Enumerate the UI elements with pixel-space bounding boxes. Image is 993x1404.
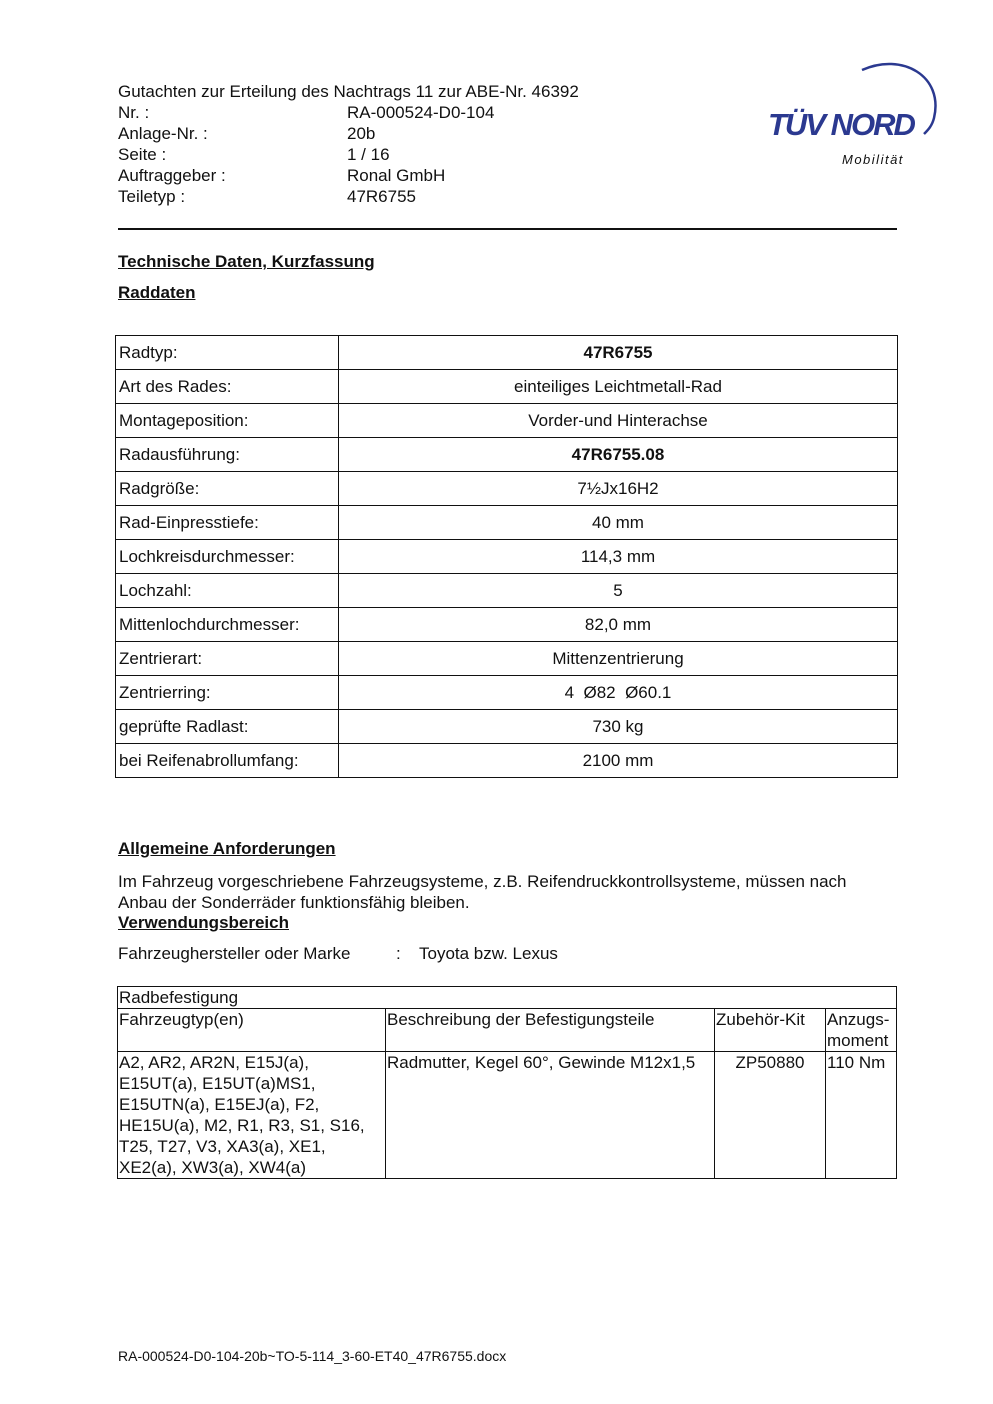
- table-row: [116, 744, 898, 778]
- meta-row: [118, 186, 494, 207]
- verwendung-label: Fahrzeughersteller oder Marke: [118, 944, 351, 963]
- meta-value: 1 / 16: [347, 145, 390, 164]
- meta-value: 47R6755: [347, 187, 417, 206]
- row-label: Zentrierart:: [116, 642, 339, 676]
- row-label: Zentrierring:: [116, 676, 339, 710]
- meta-value: RA-000524-D0-104: [347, 103, 495, 122]
- table-row: [116, 676, 898, 710]
- row-label: Radausführung:: [116, 438, 339, 472]
- column-header: Fahrzeugtyp(en): [118, 1009, 386, 1052]
- verwendung-value: Toyota bzw. Lexus: [419, 944, 558, 963]
- section-heading-raddaten: Raddaten: [118, 283, 196, 302]
- row-value: Vorder-und Hinterachse: [339, 404, 898, 438]
- row-label: Montageposition:: [116, 404, 339, 438]
- meta-row: [118, 102, 494, 123]
- meta-row: [118, 165, 494, 186]
- anzugsmoment-cell: 110 Nm: [826, 1052, 897, 1179]
- row-value: 2100 mm: [339, 744, 898, 778]
- row-label: Lochkreisdurchmesser:: [116, 540, 339, 574]
- radbefestigung-table: [117, 986, 897, 1179]
- meta-value: Ronal GmbH: [347, 166, 446, 185]
- footer-filename: RA-000524-D0-104-20b~TO-5-114_3-60-ET40_47R6755.docx: [118, 1348, 507, 1364]
- row-value: 7½Jx16H2: [339, 472, 898, 506]
- table-row: [116, 472, 898, 506]
- row-value: 47R6755.08: [339, 438, 898, 472]
- meta-row: [118, 144, 494, 165]
- section-heading-allgemein: Allgemeine Anforderungen: [118, 839, 336, 858]
- row-value: 730 kg: [339, 710, 898, 744]
- row-label: Mittenlochdurchmesser:: [116, 608, 339, 642]
- table-header-row: [118, 1009, 897, 1052]
- meta-value: 20b: [347, 124, 376, 143]
- meta-label: Nr. :: [118, 103, 150, 122]
- table-row: [116, 642, 898, 676]
- logo-brand-text: TÜV NORD: [768, 107, 914, 142]
- table-row: [116, 710, 898, 744]
- section-heading-tech: Technische Daten, Kurzfassung: [118, 252, 375, 271]
- report-meta: [118, 102, 494, 207]
- column-header: Anzugs-moment: [826, 1009, 897, 1052]
- table-row: [116, 438, 898, 472]
- section-heading-verwendung: Verwendungsbereich: [118, 913, 289, 932]
- verwendung-line: [118, 943, 558, 964]
- row-value: 82,0 mm: [339, 608, 898, 642]
- column-header: Zubehör-Kit: [715, 1009, 826, 1052]
- row-label: geprüfte Radlast:: [116, 710, 339, 744]
- meta-label: Seite :: [118, 145, 167, 164]
- meta-label: Auftraggeber :: [118, 166, 226, 185]
- table-row: [116, 608, 898, 642]
- table-row: [118, 1052, 897, 1179]
- row-value: einteiliges Leichtmetall-Rad: [339, 370, 898, 404]
- beschreibung-cell: Radmutter, Kegel 60°, Gewinde M12x1,5: [386, 1052, 715, 1179]
- column-header: Beschreibung der Befestigungsteile: [386, 1009, 715, 1052]
- tuev-nord-logo: [762, 56, 942, 176]
- table-row: [116, 540, 898, 574]
- row-value: Mittenzentrierung: [339, 642, 898, 676]
- meta-row: [118, 123, 494, 144]
- header-divider: [118, 228, 897, 230]
- row-label: bei Reifenabrollumfang:: [116, 744, 339, 778]
- row-value: 47R6755: [339, 336, 898, 370]
- row-value: 5: [339, 574, 898, 608]
- fahrzeugtypen-cell: A2, AR2, AR2N, E15J(a), E15UT(a), E15UT(a)MS1, E15UTN(a), E15EJ(a), F2, HE15U(a), M2, R1, R3, S1, S16, T25, T27, V3, XA3(a), XE1, XE2(a), XW3(a), XW4(a): [118, 1052, 386, 1179]
- row-label: Lochzahl:: [116, 574, 339, 608]
- table-row: [116, 336, 898, 370]
- table-row: [116, 506, 898, 540]
- row-label: Art des Rades:: [116, 370, 339, 404]
- table-row: [116, 370, 898, 404]
- table-title: Radbefestigung: [118, 987, 897, 1009]
- logo-sub-text: Mobilität: [842, 152, 904, 167]
- report-title: Gutachten zur Erteilung des Nachtrags 11 zur ABE-Nr. 46392: [118, 82, 579, 101]
- table-title-row: [118, 987, 897, 1009]
- table-row: [116, 574, 898, 608]
- meta-label: Anlage-Nr. :: [118, 124, 208, 143]
- row-label: Rad-Einpresstiefe:: [116, 506, 339, 540]
- row-label: Radgröße:: [116, 472, 339, 506]
- row-label: Radtyp:: [116, 336, 339, 370]
- row-value: 40 mm: [339, 506, 898, 540]
- row-value: 114,3 mm: [339, 540, 898, 574]
- row-value: 4 Ø82 Ø60.1: [339, 676, 898, 710]
- zubehoer-kit-cell: ZP50880: [715, 1052, 826, 1179]
- raddaten-table: [115, 335, 898, 778]
- allgemein-text: Im Fahrzeug vorgeschriebene Fahrzeugsysteme, z.B. Reifendruckkontrollsysteme, müssen nach Anbau der Sonderräder funktionsfähig bleiben.: [118, 872, 847, 912]
- table-row: [116, 404, 898, 438]
- verwendung-separator: :: [396, 944, 401, 963]
- meta-label: Teiletyp :: [118, 187, 186, 206]
